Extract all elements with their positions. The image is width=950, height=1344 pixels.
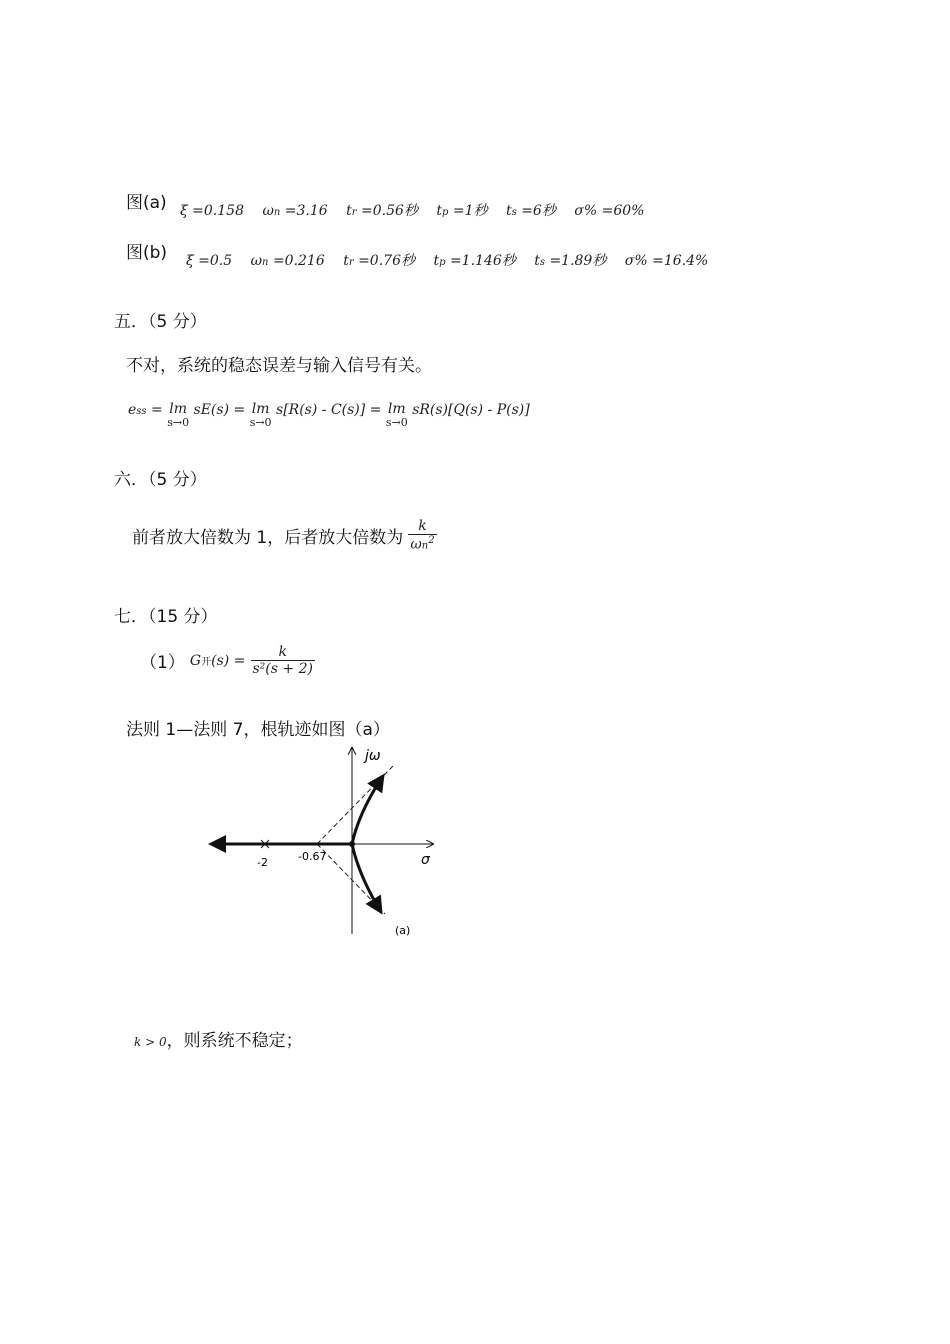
rule-text: 法则 1—法则 7，根轨迹如图（a）	[126, 720, 390, 740]
fig-b-tp: =1.146秒	[449, 253, 516, 269]
limit-3: lm s→0	[385, 401, 408, 430]
condition-math: k > 0	[134, 1035, 167, 1049]
condition-line	[134, 1026, 303, 1051]
section6-text: 前者放大倍数为 1，后者放大倍数为	[132, 527, 404, 548]
transfer-function: G开(s) =	[189, 652, 246, 669]
tick-minus2: -2	[257, 856, 268, 869]
fig-a-wn: =3.16	[284, 203, 328, 219]
section6-fraction: $\frac{k}{\omega n^2}$	[410, 518, 435, 553]
fig-b-tr: =0.76秒	[358, 253, 415, 269]
locus-lower-branch	[352, 844, 381, 912]
condition-text: ，则系统不稳定；	[166, 1031, 303, 1051]
fig-b-params: ξ =0.5 ωn =0.216 tr =0.76秒 tp =1.146秒 ts =1.89秒 σ% =16.4%	[186, 253, 709, 269]
fig-a-ts: =6秒	[521, 203, 556, 219]
fig-a-xi: ξ =0.158	[180, 203, 244, 219]
limit-2: lm s→0	[249, 401, 272, 430]
section6-heading: 六．（5 分）	[114, 470, 207, 490]
transfer-fraction: $\frac{k}{\text{s²(s + 2)}}$	[252, 644, 313, 677]
fig-a-label: 图(a)	[126, 193, 167, 213]
section6-line	[132, 518, 437, 553]
item1-label: （1）	[140, 653, 185, 673]
section5-text: 不对，系统的稳态误差与输入信号有关。	[126, 356, 432, 376]
x-axis-label: σ	[421, 852, 430, 868]
tick-asymptote: -0.67	[298, 850, 327, 863]
figure-caption: (a)	[395, 924, 411, 937]
fig-a-tp: =1秒	[452, 203, 488, 219]
fig-a-sigma: σ% =60%	[574, 203, 645, 219]
root-locus-figure	[195, 742, 455, 942]
fig-b-sigma: σ% =16.4%	[624, 253, 709, 269]
section7-heading: 七．（15 分）	[114, 607, 218, 627]
y-axis-label: jω	[365, 748, 381, 764]
locus-upper-branch	[352, 776, 383, 844]
section7-item1	[140, 644, 315, 677]
fig-b-xi: ξ =0.5	[186, 253, 233, 269]
fig-b-ts: =1.89秒	[549, 253, 607, 269]
fig-a-tr: =0.56秒	[361, 203, 418, 219]
limit-1: lm s→0	[167, 401, 190, 430]
section5-formula: ess = lm s→0 sE(s) = lm s→0 s[R(s) - C(s)] = lm s→0 sR(s)[Q(s) - P(s)]	[128, 401, 530, 430]
double-pole-origin	[349, 841, 355, 847]
fig-b-wn: =0.216	[272, 253, 325, 269]
fig-b-label: 图(b)	[126, 243, 168, 263]
section5-heading: 五．（5 分）	[114, 312, 207, 332]
fig-a-params: ξ =0.158 ωn =3.16 tr =0.56秒 tp =1秒 ts =6秒 σ% =60%	[180, 203, 645, 219]
